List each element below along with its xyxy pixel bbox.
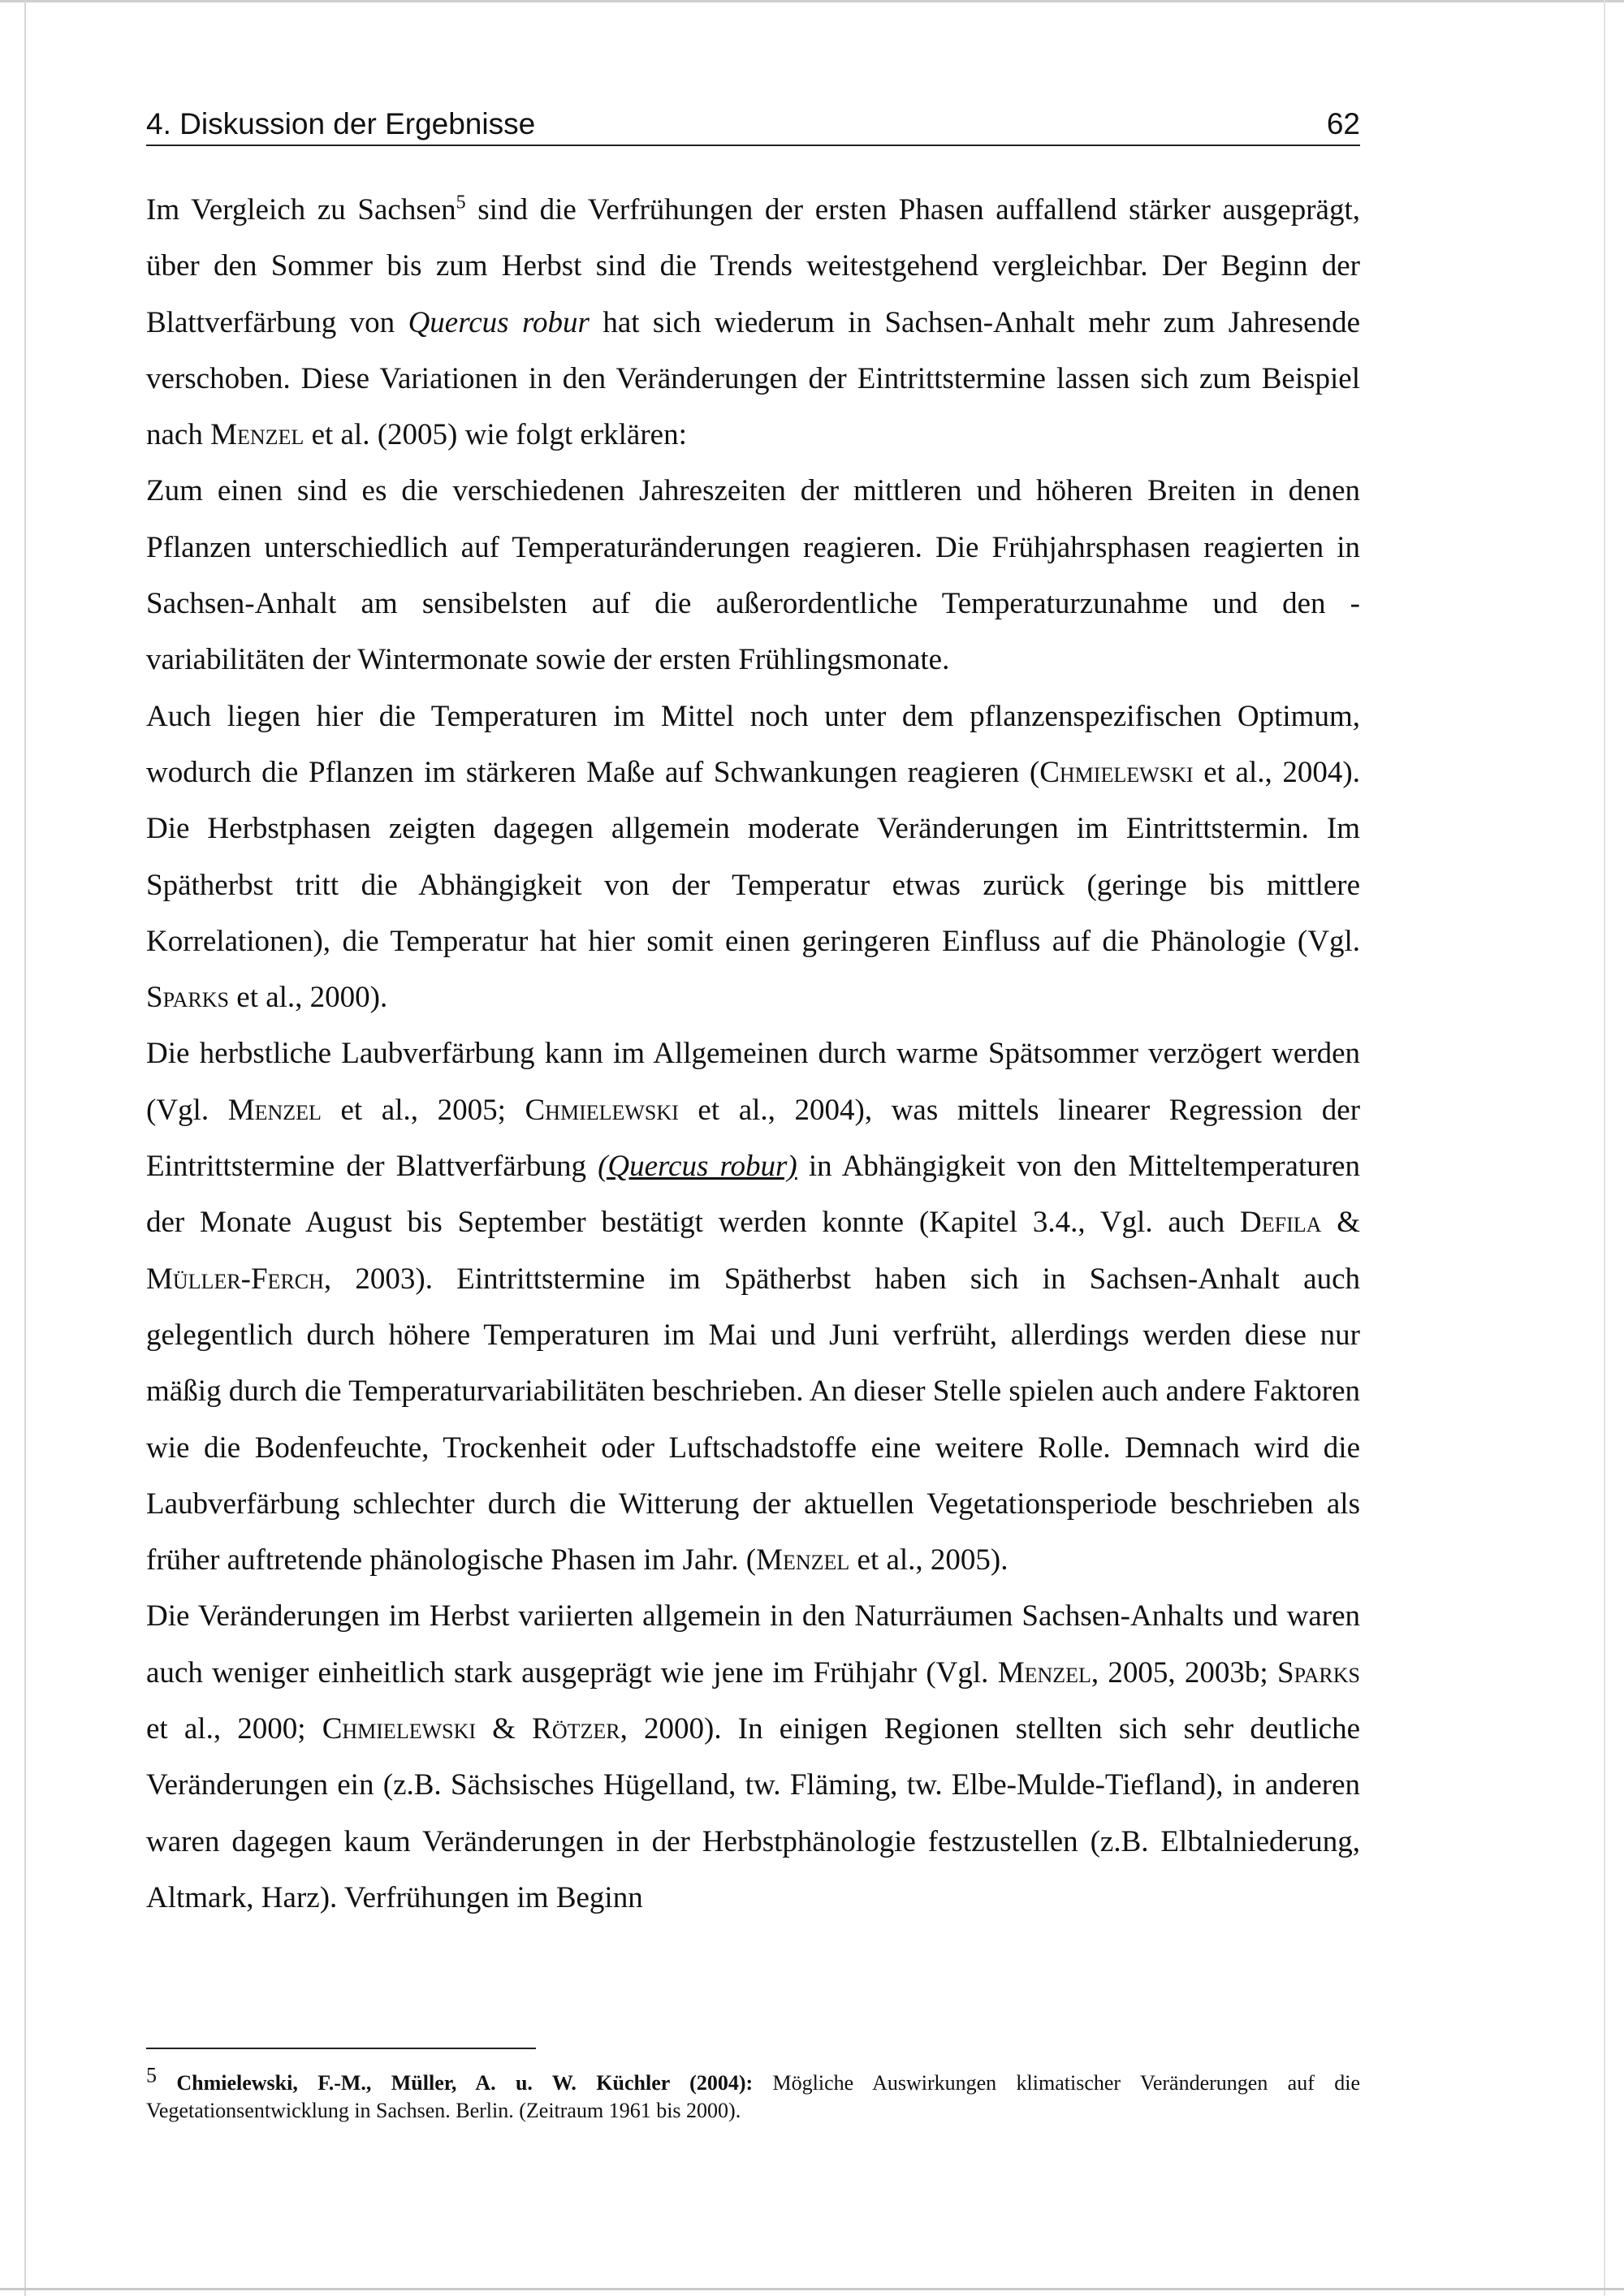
author-name: Sparks	[1277, 1655, 1361, 1690]
paragraph-4	[146, 1025, 1360, 1588]
footnote-number: 5	[146, 2063, 157, 2087]
page-number: 62	[1326, 107, 1360, 140]
text-run: et al., 2000;	[146, 1712, 322, 1746]
author-name: Menzel	[227, 1093, 322, 1127]
text-run: et al., 2005;	[321, 1093, 525, 1127]
author-name: Chmielewski	[322, 1712, 477, 1746]
author-name: Sparks	[146, 981, 230, 1015]
paragraph-2	[146, 463, 1360, 688]
text-run: et al. (2005) wie folgt erklären:	[304, 418, 687, 452]
text-run: et al., 2004). Die Herbstphasen zeigten dagegen allgemein moderate Veränderungen im Eintrittstermin. Im Spätherbst tritt die Abhängigkeit von der Temperatur etwas zurück (geringe bis mittlere Korrelationen), die Temperatur hat hier somit einen geringeren Einfluss auf die Phänologie (Vgl.	[146, 755, 1360, 958]
text-run: , 2005, 2003b;	[1091, 1655, 1277, 1690]
text-run: Die Veränderungen im Herbst variierten allgemein in den Naturräumen Sachsen-Anhalts und waren auch weniger einheitlich stark ausgeprägt wie jene im Frühjahr (Vgl.	[146, 1599, 1360, 1690]
author-name: Menzel	[756, 1543, 850, 1577]
text-run: , 2000). In einigen Regionen stellten sich sehr deutliche Veränderungen ein (z.B. Sächsisches Hügelland, tw. Fläming, tw. Elbe-Mulde-Tiefland), in anderen waren dagegen kaum Veränderungen in der Herbstphänologie festzustellen (z.B. Elbtalniederung, Altmark, Harz). Verfrühungen im Beginn	[146, 1712, 1361, 1914]
text-run: Die herbstliche Laubverfärbung kann im Allgemeinen durch warme Spätsommer verzögert werden (Vgl.	[146, 1037, 1360, 1127]
scan-edge-left	[24, 0, 26, 2296]
text-run: &	[476, 1712, 533, 1746]
species-name: Quercus robur	[408, 305, 590, 339]
footnote-reference: 5	[456, 192, 466, 214]
chapter-title: 4. Diskussion der Ergebnisse	[146, 107, 536, 140]
footnote-text: Mögliche Auswirkungen klimatischer Veränderungen auf die Vegetationsentwicklung in Sachsen. Berlin. (Zeitraum 1961 bis 2000).	[146, 2071, 1360, 2122]
footnote-separator	[146, 2048, 536, 2049]
author-name: Menzel	[997, 1655, 1091, 1690]
text-run: Im Vergleich zu Sachsen	[146, 193, 456, 227]
species-name: (Quercus robur)	[598, 1150, 797, 1184]
author-name: Defila	[1240, 1206, 1322, 1240]
paragraph-3	[146, 688, 1360, 1026]
footnote	[146, 2063, 1360, 2125]
author-name: Rötzer	[532, 1712, 620, 1746]
text-run: et al., 2004), was mittels linearer Regression der Eintrittstermine der Blattverfärbung	[146, 1093, 1361, 1184]
body-text	[146, 182, 1360, 1926]
text-run: et al., 2000).	[229, 981, 388, 1015]
paragraph-5	[146, 1588, 1360, 1926]
author-name: Müller-Ferch	[146, 1262, 324, 1296]
scan-edge-right	[1604, 0, 1605, 2296]
text-run: sind die Verfrühungen der ersten Phasen auffallend stärker ausgeprägt, über den Sommer bis zum Herbst sind die Trends weitestgehend vergleichbar. Der Beginn der Blattverfärbung von	[146, 193, 1360, 339]
text-run: et al., 2005).	[849, 1543, 1009, 1577]
text-run: Zum einen sind es die verschiedenen Jahreszeiten der mittleren und höheren Breiten in denen Pflanzen unterschiedlich auf Temperaturänderungen reagieren. Die Frühjahrsphasen reagierten in Sachsen-Anhalt am sensibelsten auf die außerordentliche Temperaturzunahme und den -variabilitäten der Wintermonate sowie der ersten Frühlingsmonate.	[146, 474, 1360, 677]
page-header	[146, 104, 1360, 146]
text-run: Auch liegen hier die Temperaturen im Mittel noch unter dem pflanzenspezifischen Optimum, wodurch die Pflanzen im stärkeren Maße auf Schwankungen reagieren (	[146, 699, 1360, 789]
author-name: Chmielewski	[1039, 755, 1194, 789]
text-run: &	[1321, 1206, 1361, 1240]
footnote-authors: Chmielewski, F.-M., Müller, A. u. W. Küchler (2004):	[176, 2071, 754, 2095]
author-name: Menzel	[210, 418, 304, 452]
author-name: Chmielewski	[525, 1093, 679, 1127]
scan-edge-top	[0, 0, 1624, 2]
text-run: , 2003). Eintrittstermine im Spätherbst haben sich in Sachsen-Anhalt auch gelegentlich durch höhere Temperaturen im Mai und Juni verfrüht, allerdings werden diese nur mäßig durch die Temperaturvariabilitäten beschrieben. An dieser Stelle spielen auch andere Faktoren wie die Bodenfeuchte, Trockenheit oder Luftschadstoffe eine weitere Rolle. Demnach wird die Laubverfärbung schlechter durch die Witterung der aktuellen Vegetationsperiode beschrieben als früher auftretende phänologische Phasen im Jahr. (	[146, 1262, 1360, 1577]
text-run: hat sich wiederum in Sachsen-Anhalt mehr zum Jahresende verschoben. Diese Variationen in den Veränderungen der Eintrittstermine lassen sich zum Beispiel nach	[146, 305, 1360, 452]
text-run: in Abhängigkeit von den Mitteltemperaturen der Monate August bis September bestätigt werden konnte (Kapitel 3.4., Vgl. auch	[146, 1150, 1360, 1240]
scan-edge-bottom	[0, 2288, 1624, 2290]
paragraph-1	[146, 182, 1360, 463]
